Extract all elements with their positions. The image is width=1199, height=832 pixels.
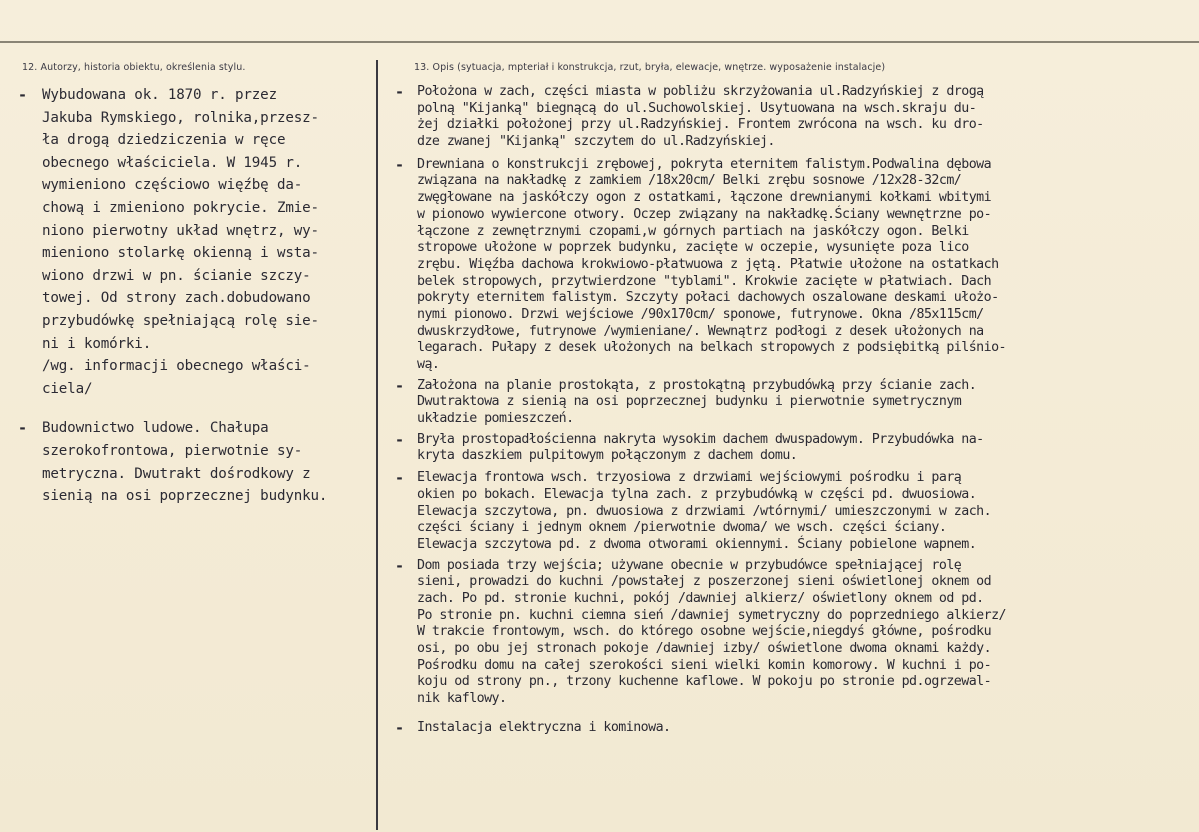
top-divider: [0, 41, 1199, 43]
text-line: niono pierwotny układ wnętrz, wy-: [42, 222, 319, 239]
text-line: kryta daszkiem pulpitowym połączonym z dachem domu.: [417, 448, 798, 464]
text-line: polną "Kijanką" biegnącą do ul.Suchowolskiej. Usytuowana na wsch.skraju du-: [417, 100, 977, 116]
paragraph: [395, 84, 1195, 151]
text-line: szerokofrontowa, pierwotnie sy-: [42, 442, 303, 459]
bullet-dash: -: [18, 86, 28, 104]
text-line: Elewacja szczytowa pd. z dwoma otworami okiennymi. Ściany pobielone wapnem.: [417, 536, 977, 552]
text-line: okien po bokach. Elewacja tylna zach. z przybudówką w części pd. dwuosiowa.: [417, 486, 977, 502]
paragraph: [18, 84, 374, 400]
text-line: zach. Po pd. stronie kuchni, pokój /dawniej alkierz/ oświetlony oknem od pd.: [417, 590, 984, 606]
text-line: mieniono stolarkę okienną i wsta-: [42, 245, 319, 262]
text-line: Drewniana o konstrukcji zrębowej, pokryta eternitem falistym.Podwalina dębowa: [417, 156, 992, 172]
section-12-header: 12. Autorzy, historia obiektu, określenia stylu.: [22, 62, 246, 73]
text-line: Elewacja szczytowa, pn. dwuosiowa z drzwiami /wtórnymi/ umieszczonymi w zach.: [417, 503, 992, 519]
text-line: metryczna. Dwutrakt dośrodkowy z: [42, 465, 311, 482]
text-line: ła drogą dziedziczenia w ręce: [42, 132, 286, 149]
text-line: ciela/: [42, 380, 93, 397]
section-13-header: 13. Opis (sytuacja, mpteriał i konstrukcja, rzut, bryła, elewacje, wnętrze. wyposażenie instalacje): [414, 62, 886, 73]
text-line: stropowe ułożone w poprzek budynku, zacięte w oczepie, wysunięte poza lico: [417, 240, 969, 256]
text-line: układzie pomieszczeń.: [417, 411, 574, 427]
text-line: dwuskrzydłowe, futrynowe /wymieniane/. Wewnątrz podłogi z desek ułożonych na: [417, 323, 984, 339]
text-line: Elewacja frontowa wsch. trzyosiowa z drzwiami wejściowymi pośrodku i parą: [417, 470, 962, 486]
text-line: Dwutraktowa z sienią na osi poprzecznej budynku i pierwotnie symetrycznym: [417, 394, 962, 410]
paragraph: [395, 157, 1195, 374]
text-line: Wybudowana ok. 1870 r. przez: [42, 87, 277, 103]
paragraph: [395, 720, 1195, 737]
text-line: osi, po obu jej stronach pokoje /dawniej izby/ oświetlone dwoma oknami każdy.: [417, 641, 992, 656]
text-line: Budownictwo ludowe. Chałupa: [42, 420, 269, 437]
text-line: belek stropowych, przytwierdzone "tyblami". Krokwie zacięte w płatwiach. Dach: [417, 273, 992, 289]
bullet-dash: -: [395, 718, 405, 737]
text-line: Założona na planie prostokąta, z prostokątną przybudówką przy ścianie zach.: [417, 377, 977, 393]
text-line: dze zwanej "Kijanką" szczytem do ul.Radzyńskiej.: [417, 134, 775, 150]
bullet-dash: -: [395, 83, 405, 101]
paragraph: [395, 470, 1195, 553]
text-line: zwęgłowane na jaskółczy ogon z ostatkami, łączone drewnianymi kołkami wbitymi: [417, 190, 992, 206]
text-line: obecnego właściciela. W 1945 r.: [42, 154, 303, 171]
bullet-dash: -: [395, 376, 405, 395]
text-line: wą.: [417, 357, 440, 372]
text-line: W trakcie frontowym, wsch. do którego osobne wejście,niegdyś główne, pośrodku: [417, 624, 992, 640]
text-line: chową i zmieniono pokrycie. Zmie-: [42, 199, 319, 216]
text-line: wiono drzwi w pn. ścianie szczy-: [42, 267, 311, 284]
text-line: żej działki położonej przy ul.Radzyńskiej. Frontem zwrócona na wsch. ku dro-: [417, 117, 984, 133]
bullet-dash: -: [18, 419, 28, 438]
text-line: sienią na osi poprzecznej budynku.: [42, 488, 328, 505]
text-line: Po stronie pn. kuchni ciemna sień /dawniej symetryczny do poprzedniego alkierz/: [417, 607, 1006, 623]
text-line: Pośrodku domu na całej szerokości sieni wielki komin komorowy. W kuchni i po-: [417, 657, 992, 673]
text-line: nymi pionowo. Drzwi wejściowe /90x170cm/ sponowe, futrynowe. Okna /85x115cm/: [417, 306, 984, 322]
text-line: koju od strony pn., trzony kuchenne kaflowe. W pokoju po stronie pd.ogrzewal-: [417, 674, 992, 690]
text-line: w pionowo wywiercone otwory. Oczep związany na nakładkę.Ściany wewnętrzne po-: [417, 206, 992, 222]
text-line: sieni, prowadzi do kuchni /powstałej z poszerzonej sieni oświetlonej oknem od: [417, 574, 992, 590]
bullet-dash: -: [395, 556, 405, 575]
text-line: zrębu. Więźba dachowa krokwiowo-płatwuowa z jętą. Płatwie ułożone na ostatkach: [417, 256, 999, 272]
text-line: towej. Od strony zach.dobudowano: [42, 290, 311, 307]
text-line: Położona w zach, części miasta w pobliżu skrzyżowania ul.Radzyńskiej z drogą: [417, 84, 984, 99]
bullet-dash: -: [395, 155, 405, 174]
text-line: przybudówkę spełniającą rolę sie-: [42, 312, 319, 329]
bullet-dash: -: [395, 469, 405, 488]
text-line: Bryła prostopadłościenna nakryta wysokim dachem dwuspadowym. Przybudówka na-: [417, 431, 984, 447]
text-line: /wg. informacji obecnego właści-: [42, 358, 311, 375]
bullet-dash: -: [395, 430, 405, 449]
text-line: ni i komórki.: [42, 335, 152, 352]
column-divider: [376, 60, 378, 830]
text-line: pokryty eternitem falistym. Szczyty połaci dachowych oszalowane deskami ułożo-: [417, 290, 999, 306]
text-line: Jakuba Rymskiego, rolnika,przesz-: [42, 109, 319, 126]
paragraph: [395, 432, 1195, 465]
text-line: wymieniono częściowo więźbę da-: [42, 177, 303, 194]
text-line: Instalacja elektryczna i kominowa.: [417, 719, 671, 735]
text-line: łączone z zewnętrznymi czopami,w górnych partiach na jaskółczy ogon. Belki: [417, 223, 969, 239]
history-column: [18, 84, 374, 508]
text-line: związana na nakładkę z zamkiem /18x20cm/ Belki zrębu sosnowe /12x28-32cm/: [417, 173, 962, 189]
description-column: [395, 84, 1195, 736]
text-line: nik kaflowy.: [417, 691, 507, 707]
text-line: Dom posiada trzy wejścia; używane obecnie w przybudówce spełniającej rolę: [417, 557, 962, 573]
paragraph: [18, 417, 374, 507]
text-line: legarach. Pułapy z desek ułożonych na belkach stropowych z podsiębitką pilśnio-: [417, 340, 1006, 356]
paragraph: [395, 378, 1195, 428]
paragraph: [395, 558, 1195, 708]
text-line: części ściany i jednym oknem /pierwotnie dwoma/ we wsch. części ściany.: [417, 520, 947, 536]
